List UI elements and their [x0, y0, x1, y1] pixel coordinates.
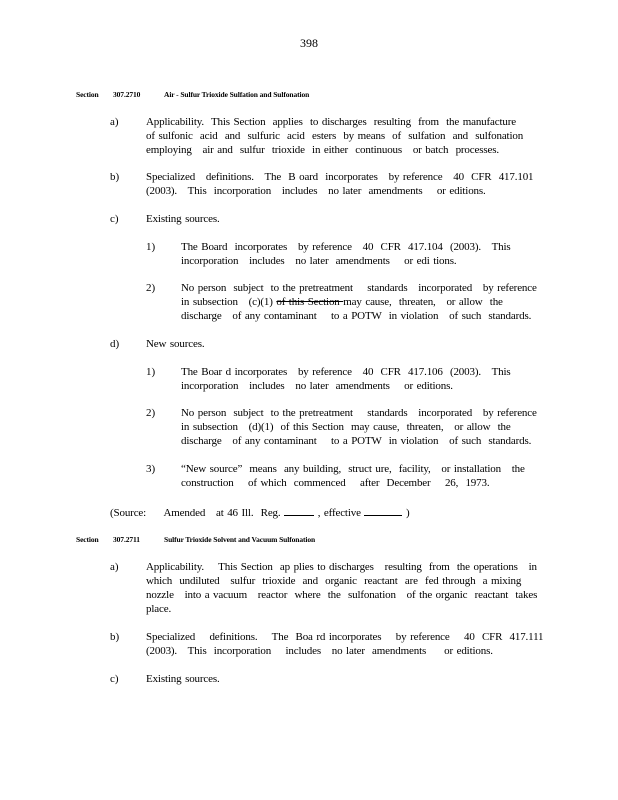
- text-line: nozzle into a vacuum reactor where the sulfonation of the organic reactant takes: [146, 589, 538, 601]
- text-line: incorporation includes no later amendments or editions.: [181, 380, 453, 392]
- text-line: discharge of any contaminant to a POTW in violation of such standards.: [181, 435, 532, 447]
- section-number: 307.2711: [113, 535, 140, 544]
- text-run: may cause, threaten, or allow the: [343, 296, 503, 308]
- subsection-label: c): [110, 213, 119, 225]
- text-line: place.: [146, 603, 172, 615]
- item-label: 3): [146, 463, 156, 475]
- text-line: (2003). This incorporation includes no later amendments or editions.: [146, 645, 493, 657]
- section-heading-307-2711: [76, 535, 316, 544]
- item-label: 2): [146, 407, 156, 419]
- item-d1-text: [181, 365, 511, 393]
- page-number: 398: [300, 36, 318, 50]
- subsection-a-text: [146, 560, 537, 616]
- source-note: [110, 505, 410, 520]
- struck-text: of this Section: [276, 296, 344, 308]
- item-label: 1): [146, 366, 156, 378]
- section-label: Section: [76, 90, 99, 99]
- section-heading-307-2710: [76, 90, 310, 99]
- subsection-label: c): [110, 673, 119, 685]
- text-line: incorporation includes no later amendments or edi tions.: [181, 255, 457, 267]
- text-line: Applicability. This Section ap plies to discharges resulting from the operations in: [146, 561, 537, 573]
- text-line: construction of which commenced after December 26, 1973.: [181, 477, 490, 489]
- text-line: Specialized definitions. The B oard incorporates by reference 40 CFR 417.101: [146, 171, 534, 183]
- item-c2-text: [181, 281, 537, 323]
- source-text: , effective: [314, 507, 365, 519]
- subsection-label: a): [110, 116, 119, 128]
- subsection-b-text: [146, 630, 543, 658]
- text-line: No person subject to the pretreatment standards incorporated by reference: [181, 407, 537, 419]
- reg-blank: [284, 505, 314, 516]
- item-d2-text: [181, 406, 537, 448]
- section-title: Air - Sulfur Trioxide Sulfation and Sulfonation: [164, 90, 310, 99]
- item-c1-text: [181, 240, 511, 268]
- item-label: 1): [146, 241, 156, 253]
- subsection-label: a): [110, 561, 119, 573]
- subsection-b-text: [146, 170, 533, 198]
- text-line: [181, 295, 537, 309]
- subsection-label: b): [110, 171, 120, 183]
- subsection-a-text: [146, 115, 523, 157]
- subsection-d-text: New sources.: [146, 338, 205, 350]
- text-line: Specialized definitions. The Boa rd incorporates by reference 40 CFR 417.111: [146, 631, 544, 643]
- text-line: of sulfonic acid and sulfuric acid esters by means of sulfation and sulfonation: [146, 130, 524, 142]
- subsection-label: b): [110, 631, 120, 643]
- subsection-label: d): [110, 338, 120, 350]
- text-run: in subsection (c)(1): [181, 296, 277, 308]
- text-line: (2003). This incorporation includes no later amendments or editions.: [146, 185, 486, 197]
- item-label: 2): [146, 282, 156, 294]
- text-line: The Boar d incorporates by reference 40 CFR 417.106 (2003). This: [181, 366, 511, 378]
- text-line: “New source” means any building, struct ure, facility, or installation the: [181, 463, 525, 475]
- section-number: 307.2710: [113, 90, 141, 99]
- text-line: No person subject to the pretreatment standards incorporated by reference: [181, 282, 537, 294]
- text-line: discharge of any contaminant to a POTW in violation of such standards.: [181, 310, 532, 322]
- text-line: The Board incorporates by reference 40 CFR 417.104 (2003). This: [181, 241, 511, 253]
- section-label: Section: [76, 535, 99, 544]
- text-line: which undiluted sulfur trioxide and organic reactant are fed through a mixing: [146, 575, 522, 587]
- effective-date-blank: [364, 505, 402, 516]
- subsection-c-text: Existing sources.: [146, 213, 220, 225]
- text-line: in subsection (d)(1) of this Section may cause, threaten, or allow the: [181, 421, 511, 433]
- text-line: employing air and sulfur trioxide in either continuous or batch processes.: [146, 144, 499, 156]
- subsection-c-text: Existing sources.: [146, 673, 220, 685]
- item-d3-text: [181, 462, 525, 490]
- source-text: ): [402, 507, 410, 519]
- source-text: (Source: Amended at 46 Ill. Reg.: [110, 507, 285, 519]
- text-line: Applicability. This Section applies to discharges resulting from the manufacture: [146, 116, 517, 128]
- section-title: Sulfur Trioxide Solvent and Vacuum Sulfonation: [164, 535, 316, 544]
